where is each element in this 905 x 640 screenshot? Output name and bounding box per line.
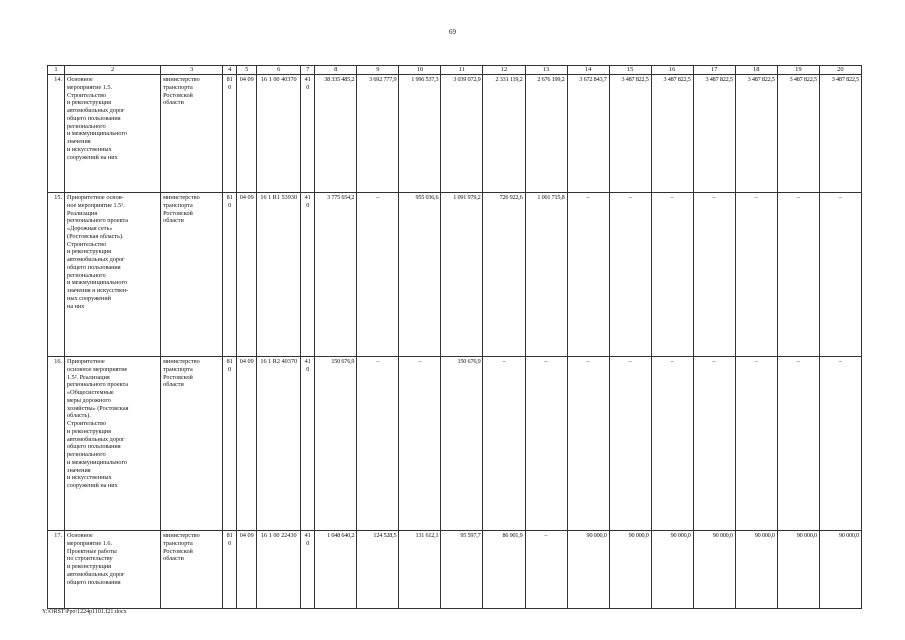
amount-cell: 90 000,0	[819, 531, 861, 609]
measure-name-line: регионального	[67, 122, 106, 130]
column-header-9: 9	[357, 66, 399, 75]
expense-type-code: 410	[301, 75, 315, 193]
amount-cell: –	[819, 193, 861, 357]
column-header-3: 3	[161, 66, 223, 75]
measure-name-line: Строительство	[67, 240, 107, 248]
expense-type-code: 410	[301, 357, 315, 531]
grbs-code: 810	[223, 75, 237, 193]
responsible-org-line: транспорта	[163, 83, 193, 91]
row-number: 16.	[48, 357, 65, 531]
table-row	[48, 193, 862, 357]
target-article-code: 16 1 R1 53930	[257, 193, 301, 357]
measure-name-line: сооружений на них	[67, 153, 118, 161]
measure-name-line: хозяйства» (Ростовская	[67, 404, 129, 412]
measure-name-line: область).	[67, 412, 91, 420]
section-code: 04 09	[237, 75, 257, 193]
amount-cell: 150 676,9	[441, 357, 483, 531]
measure-name-line: ных сооружений	[67, 294, 111, 302]
measure-name-line: Строительство	[67, 91, 107, 99]
measure-name-line: Основное	[67, 532, 93, 540]
amount-cell: 1 048 640,2	[315, 531, 357, 609]
responsible-org-line: транспорта	[163, 201, 193, 209]
amount-cell: 90 000,0	[735, 531, 777, 609]
measure-name-line: и реконструкция	[67, 427, 111, 435]
measure-name-line: Приоритетное	[67, 358, 105, 366]
amount-cell: –	[693, 193, 735, 357]
column-header-18: 18	[735, 66, 777, 75]
amount-cell: 3 487 822,5	[735, 75, 777, 193]
target-article-code: 16 1 00 40370	[257, 75, 301, 193]
measure-name-line: и реконструкция	[67, 248, 111, 256]
measure-name	[65, 531, 161, 609]
amount-cell: –	[609, 193, 651, 357]
table-row	[48, 75, 862, 193]
expense-type-code: 410	[301, 531, 315, 609]
measure-name-line: регионального	[67, 271, 106, 279]
column-header-10: 10	[399, 66, 441, 75]
amount-cell: –	[525, 531, 567, 609]
responsible-org	[161, 357, 223, 531]
amount-cell: 3 487 822,5	[777, 75, 819, 193]
expense-type-code: 410	[301, 193, 315, 357]
footer-file-path: Y:\ORST\Ppo\1224p1101.f21.docx	[42, 609, 127, 615]
measure-name	[65, 193, 161, 357]
grbs-code: 810	[223, 193, 237, 357]
amount-cell: 90 000,0	[567, 531, 609, 609]
column-header-14: 14	[567, 66, 609, 75]
row-number: 15.	[48, 193, 65, 357]
measure-name-line: «Дорожная сеть»	[67, 225, 113, 233]
responsible-org-line: транспорта	[163, 539, 193, 547]
measure-name-line: мероприятие 1.5.	[67, 83, 113, 91]
row-number: 17.	[48, 531, 65, 609]
amount-cell: –	[483, 357, 525, 531]
column-header-16: 16	[651, 66, 693, 75]
measure-name-line: мероприятие 1.6.	[67, 539, 113, 547]
column-header-15: 15	[609, 66, 651, 75]
responsible-org-line: Ростовской	[163, 373, 193, 381]
amount-cell: 726 922,6	[483, 193, 525, 357]
table-row	[48, 357, 862, 531]
amount-cell: –	[651, 357, 693, 531]
measure-name-line: значения	[67, 138, 91, 146]
amount-cell: 1 001 715,8	[525, 193, 567, 357]
amount-cell: –	[567, 193, 609, 357]
measure-name-line: Реализация	[67, 209, 98, 217]
amount-cell: 3 487 822,5	[693, 75, 735, 193]
measure-name-line: и межмуниципального	[67, 130, 127, 138]
measure-name-line: на них	[67, 302, 85, 310]
measure-name-line: Проектные работы	[67, 547, 117, 555]
amount-cell: 86 901,9	[483, 531, 525, 609]
measure-name-line: и искусственных	[67, 474, 112, 482]
responsible-org-line: области	[163, 99, 184, 107]
column-header-6: 6	[257, 66, 301, 75]
measure-name-line: Основное	[67, 76, 93, 84]
measure-name-line: регионального проекта	[67, 217, 129, 225]
measure-name-line: Приоритетное основ-	[67, 194, 124, 202]
column-header-2: 2	[65, 66, 161, 75]
column-header-11: 11	[441, 66, 483, 75]
measure-name-line: значения	[67, 466, 91, 474]
measure-name	[65, 357, 161, 531]
page-number: 69	[449, 28, 456, 36]
responsible-org-line: Ростовской	[163, 547, 193, 555]
measure-name-line: регионального	[67, 451, 106, 459]
measure-name-line: регионального проекта	[67, 381, 129, 389]
column-header-19: 19	[777, 66, 819, 75]
measure-name-line: и межмуниципального	[67, 458, 127, 466]
measure-name-line: меры дорожного	[67, 396, 111, 404]
measure-name-line: по строительству	[67, 555, 113, 563]
amount-cell: 124 528,5	[357, 531, 399, 609]
measure-name-line: и искусственных	[67, 145, 112, 153]
responsible-org-line: области	[163, 555, 184, 563]
row-number: 14.	[48, 75, 65, 193]
section-code: 04 09	[237, 193, 257, 357]
measure-name-line: ное мероприятие 1.5¹.	[67, 201, 125, 209]
amount-cell: 95 597,7	[441, 531, 483, 609]
amount-cell: –	[357, 193, 399, 357]
responsible-org	[161, 75, 223, 193]
responsible-org-line: министерство	[163, 194, 200, 202]
measure-name-line: 1.5². Реализация	[67, 373, 110, 381]
amount-cell: 955 036,6	[399, 193, 441, 357]
responsible-org-line: транспорта	[163, 365, 193, 373]
amount-cell: –	[651, 193, 693, 357]
amount-cell: 1 091 979,2	[441, 193, 483, 357]
measure-name-line: общего пользования	[67, 443, 121, 451]
column-header-4: 4	[223, 66, 237, 75]
column-header-7: 7	[301, 66, 315, 75]
measure-name-line: общего пользования	[67, 114, 121, 122]
measure-name-line: автомобильных дорог	[67, 107, 125, 115]
column-header-8: 8	[315, 66, 357, 75]
responsible-org-line: министерство	[163, 358, 200, 366]
amount-cell: 3 775 654,2	[315, 193, 357, 357]
responsible-org-line: министерство	[163, 532, 200, 540]
amount-cell: 1 996 537,3	[399, 75, 441, 193]
measure-name-line: общего пользования	[67, 578, 121, 586]
amount-cell: 131 612,1	[399, 531, 441, 609]
amount-cell: –	[525, 357, 567, 531]
grbs-code: 810	[223, 357, 237, 531]
measure-name-line: основное мероприятие	[67, 365, 128, 373]
amount-cell: 90 000,0	[777, 531, 819, 609]
amount-cell: –	[357, 357, 399, 531]
measure-name-line: сооружений на них	[67, 482, 118, 490]
measure-name	[65, 75, 161, 193]
section-code: 04 09	[237, 531, 257, 609]
responsible-org	[161, 531, 223, 609]
column-header-12: 12	[483, 66, 525, 75]
responsible-org-line: области	[163, 381, 184, 389]
responsible-org-line: области	[163, 217, 184, 225]
responsible-org-line: министерство	[163, 76, 200, 84]
measure-name-line: и реконструкции	[67, 563, 112, 571]
amount-cell: 90 000,0	[609, 531, 651, 609]
measure-name-line: «Общесистемные	[67, 389, 114, 397]
amount-cell: –	[777, 357, 819, 531]
responsible-org	[161, 193, 223, 357]
amount-cell: 3 692 777,9	[357, 75, 399, 193]
amount-cell: –	[777, 193, 819, 357]
grbs-code: 810	[223, 531, 237, 609]
section-code: 04 09	[237, 357, 257, 531]
column-header-13: 13	[525, 66, 567, 75]
measure-name-line: (Ростовская область).	[67, 232, 124, 240]
amount-cell: –	[399, 357, 441, 531]
measure-name-line: общего пользования	[67, 263, 121, 271]
target-article-code: 16 1 00 22430	[257, 531, 301, 609]
amount-cell: 2 676 199,2	[525, 75, 567, 193]
measure-name-line: и реконструкция	[67, 99, 111, 107]
measure-name-line: автомобильных дорог	[67, 435, 125, 443]
amount-cell: 2 331 119,2	[483, 75, 525, 193]
table-row	[48, 531, 862, 609]
amount-cell: –	[735, 193, 777, 357]
responsible-org-line: Ростовской	[163, 91, 193, 99]
amount-cell: –	[693, 357, 735, 531]
measure-name-line: значения и искусствен-	[67, 287, 129, 295]
amount-cell: –	[735, 357, 777, 531]
column-header-17: 17	[693, 66, 735, 75]
amount-cell: 90 000,0	[693, 531, 735, 609]
column-header-5: 5	[237, 66, 257, 75]
amount-cell: –	[819, 357, 861, 531]
amount-cell: 38 335 485,2	[315, 75, 357, 193]
column-number-header	[48, 66, 862, 75]
responsible-org-line: Ростовской	[163, 209, 193, 217]
program-table	[47, 65, 862, 609]
column-header-20: 20	[819, 66, 861, 75]
amount-cell: –	[609, 357, 651, 531]
amount-cell: 3 672 843,7	[567, 75, 609, 193]
amount-cell: –	[567, 357, 609, 531]
amount-cell: 150 676,9	[315, 357, 357, 531]
target-article-code: 16 1 R2 40370	[257, 357, 301, 531]
measure-name-line: автомобильных дорог	[67, 570, 125, 578]
amount-cell: 90 000,0	[651, 531, 693, 609]
column-header-1: 1	[48, 66, 65, 75]
amount-cell: 3 487 822,5	[609, 75, 651, 193]
measure-name-line: автомобильных дорог	[67, 256, 125, 264]
measure-name-line: Строительство	[67, 420, 107, 428]
amount-cell: 3 487 822,5	[819, 75, 861, 193]
measure-name-line: и межмуниципального	[67, 279, 127, 287]
amount-cell: 3 039 072,9	[441, 75, 483, 193]
amount-cell: 3 487 822,5	[651, 75, 693, 193]
